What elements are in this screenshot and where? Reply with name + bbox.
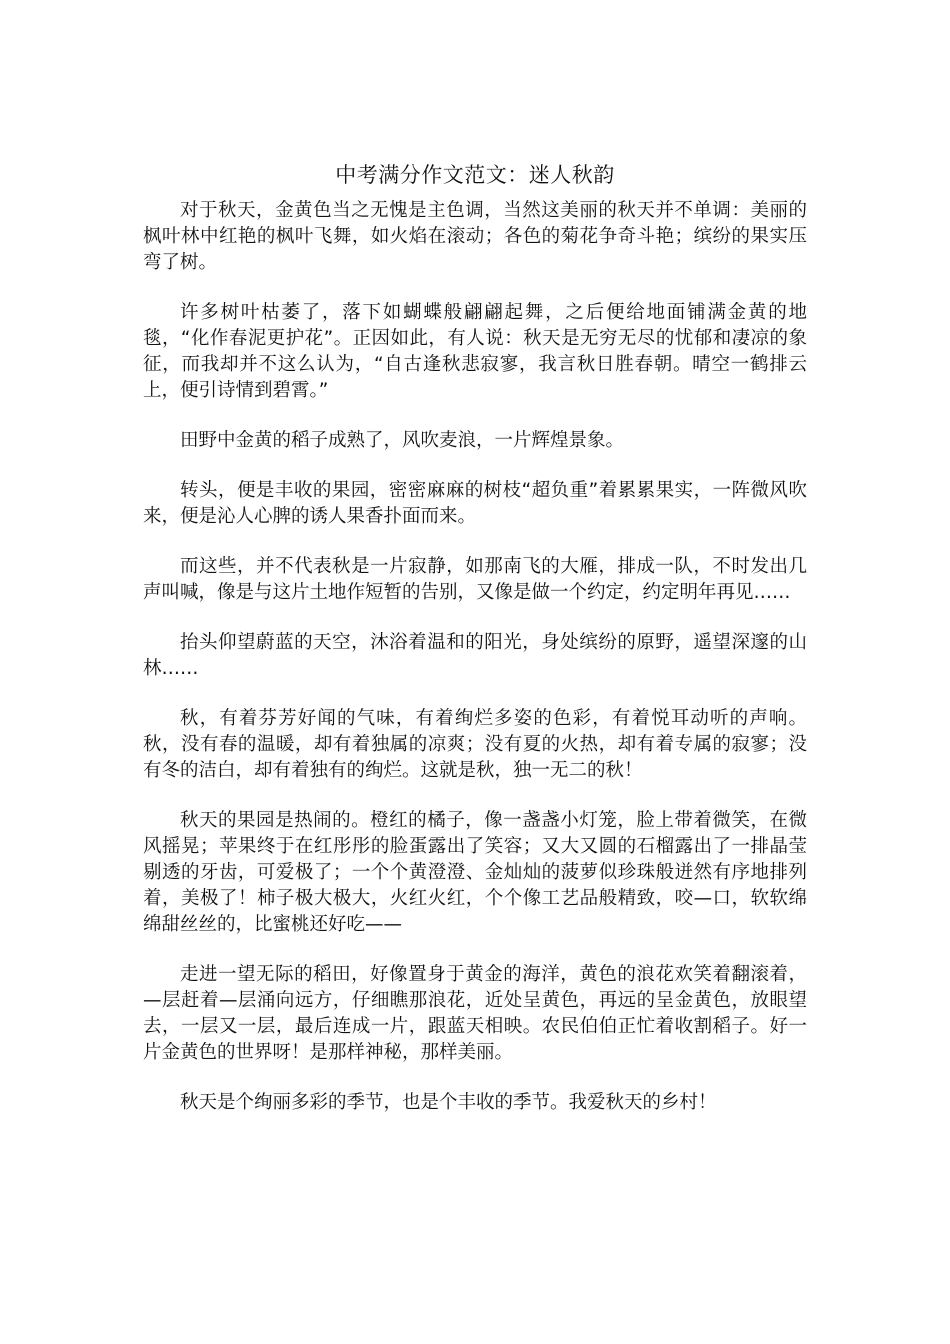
paragraph: 秋，有着芬芳好闻的气味，有着绚烂多姿的色彩，有着悦耳动听的声响。秋，没有春的温暖，却有着独属的凉爽；没有夏的火热，却有着专属的寂寥；没有冬的洁白，却有着独有的绚烂。这就是秋，独一无二的秋！ <box>143 708 807 781</box>
paragraph: 秋天的果园是热闹的。橙红的橘子，像一盏盏小灯笼，脸上带着微笑，在微风摇晃；苹果终于在红彤彤的脸蛋露出了笑容；又大又圆的石榴露出了一排晶莹剔透的牙齿，可爱极了；一个个黄澄澄、金灿灿的菠萝似珍珠般迸然有序地排列着，美极了！柿子极大极大，火红火红，个个像工艺品般精致，咬—口，软软绵绵甜丝丝的，比蜜桃还好吃—— <box>143 810 807 935</box>
paragraph: 而这些，并不代表秋是一片寂静，如那南飞的大雁，排成一队，不时发出几声叫喊，像是与这片土地作短暂的告别，又像是做一个约定，约定明年再见…… <box>143 556 807 603</box>
paragraph: 许多树叶枯萎了，落下如蝴蝶般翩翩起舞，之后便给地面铺满金黄的地毯，“化作春泥更护花”。正因如此，有人说：秋天是无穷无尽的忧郁和凄凉的象征，而我却并不这么认为，“自古逢秋悲寂寥，我言秋日胜春朝。晴空一鹤排云上，便引诗情到碧霄。” <box>143 302 807 401</box>
paragraph: 田野中金黄的稻子成熟了，风吹麦浪，一片辉煌景象。 <box>180 430 625 451</box>
paragraph: 秋天是个绚丽多彩的季节，也是个丰收的季节。我爱秋天的乡村！ <box>180 1092 717 1113</box>
essay-title: 中考满分作文范文：迷人秋韵 <box>335 163 615 187</box>
paragraph: 抬头仰望蔚蓝的天空，沐浴着温和的阳光，身处缤纷的原野，遥望深邃的山林…… <box>143 632 807 679</box>
paragraph: 走进一望无际的稻田，好像置身于黄金的海洋，黄色的浪花欢笑着翻滚着，—层赶着—层涌向远方，仔细瞧那浪花，近处呈黄色，再远的呈金黄色，放眼望去，一层又一层，最后连成一片，跟蓝天相映。农民伯伯正忙着收割稻子。好一片金黄色的世界呀！是那样神秘，那样美丽。 <box>143 964 807 1063</box>
paragraph: 对于秋天，金黄色当之无愧是主色调，当然这美丽的秋天并不单调：美丽的枫叶林中红艳的枫叶飞舞，如火焰在滚动；各色的菊花争奇斗艳；缤纷的果实压弯了树。 <box>143 200 807 273</box>
paragraph: 转头，便是丰收的果园，密密麻麻的树枝“超负重”着累累果实，一阵微风吹来，便是沁人心脾的诱人果香扑面而来。 <box>143 480 807 527</box>
